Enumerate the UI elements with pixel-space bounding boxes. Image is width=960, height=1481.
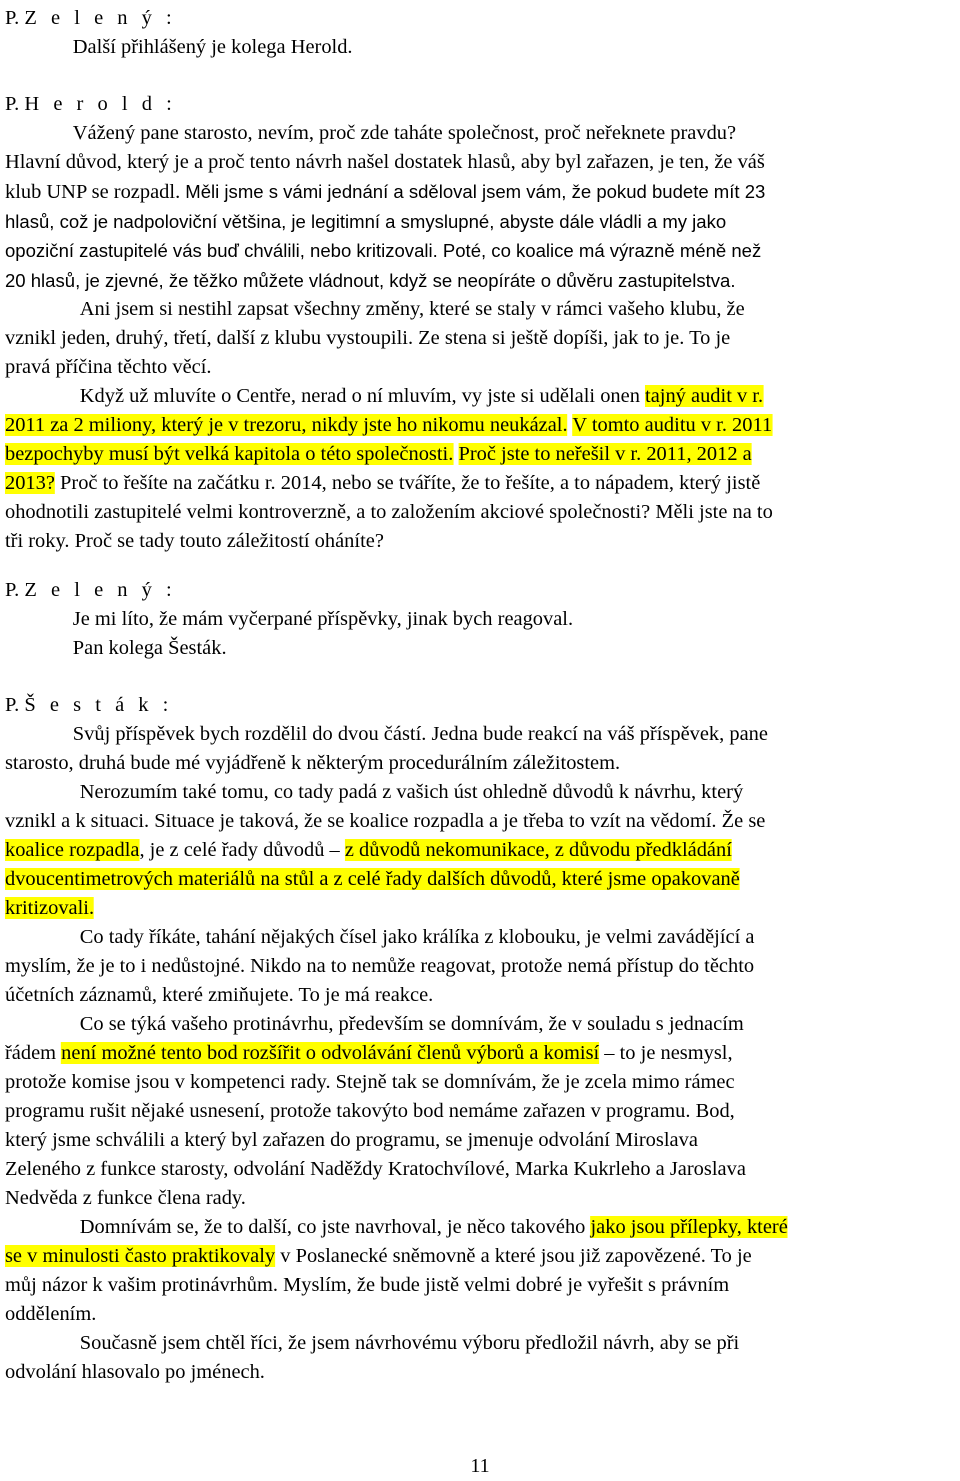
text-line: 20 hlasů, je zjevné, že těžko můžete vládnout, když se neopíráte o důvěru zastupitelstva. xyxy=(4,270,736,291)
text-line: Svůj příspěvek bych rozdělil do dvou částí. Jedna bude reakcí na váš příspěvek, pane xyxy=(72,723,768,745)
highlighted-text: kritizovali. xyxy=(4,897,95,919)
text-segment: Proč to řešíte na začátku r. 2014, nebo se tváříte, že to řešíte, a to nápadem, který jistě xyxy=(60,472,761,494)
speaker-name: Z e l e n ý : xyxy=(24,579,177,601)
text-line xyxy=(0,836,955,865)
text-line: protože komise jsou v kompetenci rady. Stejně tak se domnívám, že je zcela mimo rámec xyxy=(4,1071,735,1093)
text-line: Je mi líto, že mám vyčerpané příspěvky, jinak bych reagoval. xyxy=(72,608,574,630)
highlighted-text: není možné tento bod rozšířit o odvolávání členů výborů a komisí xyxy=(61,1042,600,1064)
text-line: který jsme schválili a který byl zařazen do programu, se jmenuje odvolání Miroslava xyxy=(4,1129,698,1151)
highlighted-text: bezpochyby musí být velká kapitola o této společnosti. xyxy=(4,443,454,465)
highlighted-text: tajný audit v r. xyxy=(645,385,764,407)
text-line: odvolání hlasovalo po jménech. xyxy=(4,1361,265,1383)
speech-sestak xyxy=(0,720,958,1387)
text-line xyxy=(0,177,955,207)
text-segment: , je z celé řady důvodů – xyxy=(139,839,340,861)
speaker-heading xyxy=(5,691,173,720)
text-line: účetních záznamů, které zmiňujete. To je má reakce. xyxy=(4,984,434,1006)
highlighted-text: 2013? xyxy=(4,472,55,494)
text-segment: – to je nesmysl, xyxy=(604,1042,733,1064)
text-line: programu rušit nějaké usnesení, protože takovýto bod nemáme zařazen v programu. Bod, xyxy=(4,1100,735,1122)
text-line xyxy=(0,382,955,411)
speaker-prefix: P. xyxy=(5,694,20,716)
text-line xyxy=(0,894,955,923)
text-line: Nerozumím také tomu, co tady padá z vašich úst ohledně důvodů k návrhu, který xyxy=(79,781,744,803)
text-line: Co se týká vašeho protinávrhu, především se domnívám, že v souladu s jednacím xyxy=(79,1013,744,1035)
text-segment: opoziční zastupitelé vás buď chválili, nebo kritizovali. xyxy=(4,240,438,261)
speech-herold xyxy=(0,119,958,556)
text-line xyxy=(0,236,955,266)
highlighted-text: jako jsou přílepky, které xyxy=(590,1216,788,1238)
highlighted-text: 2011 za 2 miliony, který je v trezoru, nikdy jste ho nikomu neukázal. xyxy=(4,414,568,436)
text-segment: Když už mluvíte o Centře, nerad o ní mluvím, vy jste si udělali onen xyxy=(79,385,640,407)
text-line: vznikl jeden, druhý, třetí, další z klubu vystoupili. Ze stena si ještě dopíši, jak to je. To je xyxy=(4,327,731,349)
text-segment: Měli jsme s vámi jednání a sděloval jsem vám, že pokud budete mít 23 xyxy=(185,181,766,202)
speech-zeleny-1 xyxy=(0,33,958,62)
text-line: Zeleného z funkce starosty, odvolání Naděždy Kratochvílové, Marka Kukrleho a Jaroslava xyxy=(4,1158,746,1180)
text-line: Vážený pane starosto, nevím, proč zde taháte společnost, proč neřeknete pravdu? xyxy=(72,122,737,144)
text-line: myslím, že je to i nedůstojné. Nikdo na to nemůže reagovat, protože nemá přístup do těchto xyxy=(4,955,755,977)
text-segment: v Poslanecké sněmovně a které jsou již zapovězené. To je xyxy=(280,1245,752,1267)
text-line xyxy=(0,1039,955,1068)
text-line: starosto, druhá bude mé vyjádřeně k některým procedurálním záležitostem. xyxy=(4,752,621,774)
highlighted-text: V tomto auditu v r. 2011 xyxy=(572,414,773,436)
text-line xyxy=(0,1242,955,1271)
speaker-name: H e r o l d : xyxy=(24,93,177,115)
text-segment: Domnívám se, že to další, co jste navrhoval, je něco takového xyxy=(79,1216,586,1238)
text-segment: řádem xyxy=(4,1042,57,1064)
text-line: Hlavní důvod, který je a proč tento návrh našel dostatek hlasů, aby byl zařazen, je ten, že váš xyxy=(4,151,765,173)
text-line: oddělením. xyxy=(4,1303,97,1325)
highlighted-text: Proč jste to neřešil v r. 2011, 2012 a xyxy=(458,443,752,465)
text-line: tři roky. Proč se tady touto záležitostí oháníte? xyxy=(4,530,384,552)
text-line: hlasů, což je nadpoloviční většina, je legitimní a smyslupné, abyste dále vládli a my jako xyxy=(4,211,727,232)
text-line: vznikl a k situaci. Situace je taková, že se koalice rozpadla a je třeba to vzít na vědomí. Že se xyxy=(4,810,766,832)
speaker-prefix: P. xyxy=(5,7,20,29)
text-segment: klub UNP se rozpadl. xyxy=(4,181,181,203)
text-line xyxy=(0,1213,955,1242)
text-line: můj názor k vašim protinávrhům. Myslím, že bude jistě velmi dobré je vyřešit s právním xyxy=(4,1274,730,1296)
text-line xyxy=(0,469,955,498)
page-number: 11 xyxy=(470,1455,490,1477)
speaker-name: Z e l e n ý : xyxy=(24,7,177,29)
speaker-name: Š e s t á k : xyxy=(24,694,173,716)
text-line: Pan kolega Šesták. xyxy=(72,637,227,659)
highlighted-text: z důvodů nekomunikace, z důvodu předkládání xyxy=(344,839,732,861)
speaker-heading xyxy=(5,576,176,605)
speech-zeleny-2 xyxy=(0,605,958,663)
text-segment: Poté, co koalice má výrazně méně než xyxy=(442,240,762,261)
speaker-heading xyxy=(5,4,176,33)
text-line: Co tady říkáte, tahání nějakých čísel jako králíka z klobouku, je velmi zavádějící a xyxy=(79,926,755,948)
text-line xyxy=(0,865,955,894)
speaker-heading xyxy=(5,90,176,119)
highlighted-text: dvoucentimetrových materiálů na stůl a z celé řady dalších důvodů, které jsme opakovaně xyxy=(4,868,740,890)
text-line: Ani jsem si nestihl zapsat všechny změny, které se staly v rámci vašeho klubu, že xyxy=(79,298,745,320)
highlighted-text: koalice rozpadla xyxy=(4,839,140,861)
text-line: Další přihlášený je kolega Herold. xyxy=(72,36,353,58)
text-line: ohodnotili zastupitelé velmi kontroverzně, a to založením akciové společnosti? Měli jste na to xyxy=(4,501,773,523)
text-line xyxy=(0,440,955,469)
text-line: Nedvěda z funkce člena rady. xyxy=(4,1187,246,1209)
text-line: pravá příčina těchto věcí. xyxy=(4,356,212,378)
speaker-prefix: P. xyxy=(5,93,20,115)
speaker-prefix: P. xyxy=(5,579,20,601)
text-line: Současně jsem chtěl říci, že jsem návrhovému výboru předložil návrh, aby se při xyxy=(79,1332,740,1354)
text-line xyxy=(0,411,955,440)
highlighted-text: se v minulosti často praktikovaly xyxy=(4,1245,276,1267)
